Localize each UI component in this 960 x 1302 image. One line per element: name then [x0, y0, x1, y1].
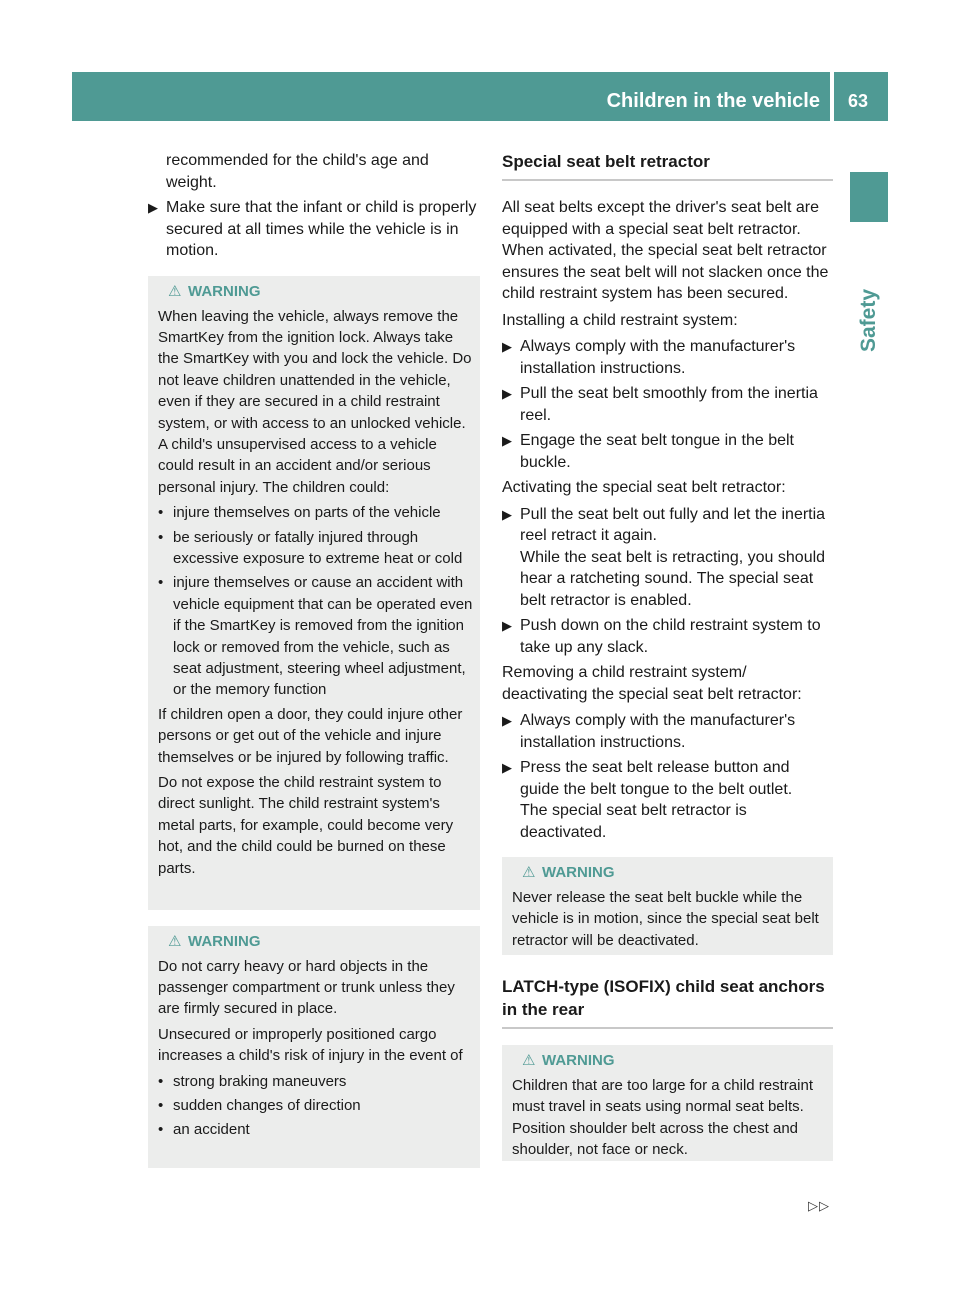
warning-bullet: [158, 572, 473, 700]
bullet-text: be seriously or fatally injured through excessive exposure to extreme heat or cold: [173, 528, 463, 567]
section-title: LATCH-type (ISOFIX) child seat anchors in the rear: [502, 975, 833, 1029]
bullet-text: sudden changes of direction: [173, 1096, 361, 1114]
paragraph: Activating the special seat belt retractor:: [502, 479, 786, 496]
step-arrow-icon: ▶: [502, 713, 512, 728]
warning-triangle-icon: ⚠: [168, 932, 182, 950]
instruction-step: [502, 430, 833, 473]
instruction-step: [502, 757, 833, 800]
side-tab-marker: [850, 172, 888, 222]
bullet-text: an accident: [173, 1121, 250, 1139]
bullet-text: injure themselves on parts of the vehicle: [173, 504, 441, 522]
bullet-text: strong braking maneuvers: [173, 1072, 347, 1090]
step-text: Always comply with the manufacturer's installation instructions.: [520, 338, 796, 377]
warning-paragraph: Children that are too large for a child restraint must travel in seats using normal seat belts. Position shoulder belt across the chest and shoulder, not face or neck.: [512, 1077, 813, 1159]
left-column: [148, 150, 480, 1168]
step-arrow-icon: ▶: [148, 200, 158, 215]
warning-bullet: [158, 1095, 473, 1116]
bullet-icon: •: [158, 528, 164, 546]
right-column: [502, 150, 833, 1161]
warning-title: WARNING: [188, 282, 261, 300]
warning-title: WARNING: [188, 932, 261, 950]
paragraph: Removing a child restraint system/ deactivating the special seat belt retractor:: [502, 664, 802, 703]
header-bar: [72, 72, 830, 121]
step-text: Press the seat belt release button and guide the belt tongue to the belt outlet.: [520, 759, 793, 798]
bullet-icon: •: [158, 1121, 164, 1139]
step-arrow-icon: ▶: [502, 386, 512, 401]
warning-triangle-icon: ⚠: [522, 1052, 536, 1069]
instruction-step: [502, 336, 833, 379]
step-arrow-icon: ▶: [502, 760, 512, 775]
warning-box: [148, 276, 480, 910]
step-text: Pull the seat belt smoothly from the inertia reel.: [520, 385, 818, 424]
warning-triangle-icon: ⚠: [522, 864, 536, 881]
warning-bullet: [158, 1119, 473, 1140]
warning-box: [148, 926, 480, 1168]
bullet-icon: •: [158, 504, 164, 522]
warning-bullet: [158, 527, 473, 570]
page-title: Children in the vehicle: [606, 90, 820, 112]
step-text: Make sure that the infant or child is properly secured at all times while the vehicle is in motion.: [166, 199, 477, 259]
step-arrow-icon: ▶: [502, 506, 512, 522]
step-text: Always comply with the manufacturer's installation instructions.: [520, 712, 796, 751]
side-tab: [850, 232, 888, 352]
step-continuation: While the seat belt is retracting, you should hear a ratcheting sound. The special seat belt retractor is enabled.: [520, 548, 826, 609]
warning-bullet: [158, 502, 473, 523]
warning-paragraph: Do not carry heavy or hard objects in the passenger compartment or trunk unless they are firmly secured in place.: [158, 957, 455, 1018]
warning-paragraph: Unsecured or improperly positioned cargo increases a child's risk of injury in the event of: [158, 1025, 463, 1065]
instruction-step: [502, 504, 833, 547]
step-text: Push down on the child restraint system to take up any slack.: [520, 617, 821, 656]
warning-box: [502, 1045, 833, 1161]
paragraph: Installing a child restraint system:: [502, 311, 738, 329]
step-arrow-icon: ▶: [502, 433, 512, 448]
warning-title: WARNING: [542, 864, 615, 881]
continued-text: recommended for the child's age and weight.: [166, 152, 429, 191]
instruction-step: [502, 383, 833, 426]
warning-paragraph: Do not expose the child restraint system to direct sunlight. The child restraint system's metal parts, for example, could become very hot, and the child could be burned on these parts.: [158, 774, 454, 877]
side-tab-label: Safety: [857, 288, 880, 352]
instruction-step: [502, 615, 833, 658]
warning-heading: [158, 931, 473, 953]
warning-paragraph: When leaving the vehicle, always remove the SmartKey from the ignition lock. Always take the SmartKey with you and lock the vehicle. Do not leave children unattended in the vehicle, even if they are secured in a child restraint system, or with access to an unlocked vehicle. A child's unsupervised access to a vehicle could result in an accident and/or serious personal injury. The children could:: [158, 307, 472, 496]
warning-paragraph: If children open a door, they could injure other persons or get out of the vehicle and injure themselves or be injured by following traffic.: [158, 705, 463, 766]
step-text: Pull the seat belt out fully and let the inertia reel retract it again.: [520, 505, 826, 544]
bullet-icon: •: [158, 1072, 164, 1090]
warning-triangle-icon: ⚠: [168, 282, 182, 300]
step-arrow-icon: ▶: [502, 339, 512, 354]
warning-bullet: [158, 1071, 473, 1092]
step-arrow-icon: ▶: [502, 618, 512, 633]
bullet-icon: •: [158, 1096, 164, 1114]
step-continuation: The special seat belt retractor is deactivated.: [520, 802, 747, 841]
bullet-text: injure themselves or cause an accident with vehicle equipment that can be operated even if the SmartKey is removed from the ignition lock or removed from the vehicle, such as seat adjustment, steering wheel adjustment, or the memory function: [173, 574, 473, 699]
warning-paragraph: Never release the seat belt buckle while the vehicle is in motion, since the special seat belt retractor will be deactivated.: [512, 889, 819, 949]
bullet-icon: •: [158, 574, 164, 592]
next-page-arrows-icon: ▷▷: [808, 1198, 830, 1213]
instruction-step: [148, 197, 480, 262]
warning-box: [502, 857, 833, 955]
step-text: Engage the seat belt tongue in the belt buckle.: [520, 432, 794, 471]
section-title: Special seat belt retractor: [502, 150, 833, 181]
page-number: 63: [834, 72, 888, 121]
paragraph: All seat belts except the driver's seat belt are equipped with a special seat belt retractor. When activated, the special seat belt retractor ensures the seat belt will not slacken once the child restraint system has been secured.: [502, 199, 829, 302]
warning-heading: [158, 281, 473, 303]
warning-heading: [512, 862, 826, 884]
instruction-step: [502, 710, 833, 753]
warning-heading: [512, 1050, 826, 1072]
warning-title: WARNING: [542, 1052, 615, 1069]
